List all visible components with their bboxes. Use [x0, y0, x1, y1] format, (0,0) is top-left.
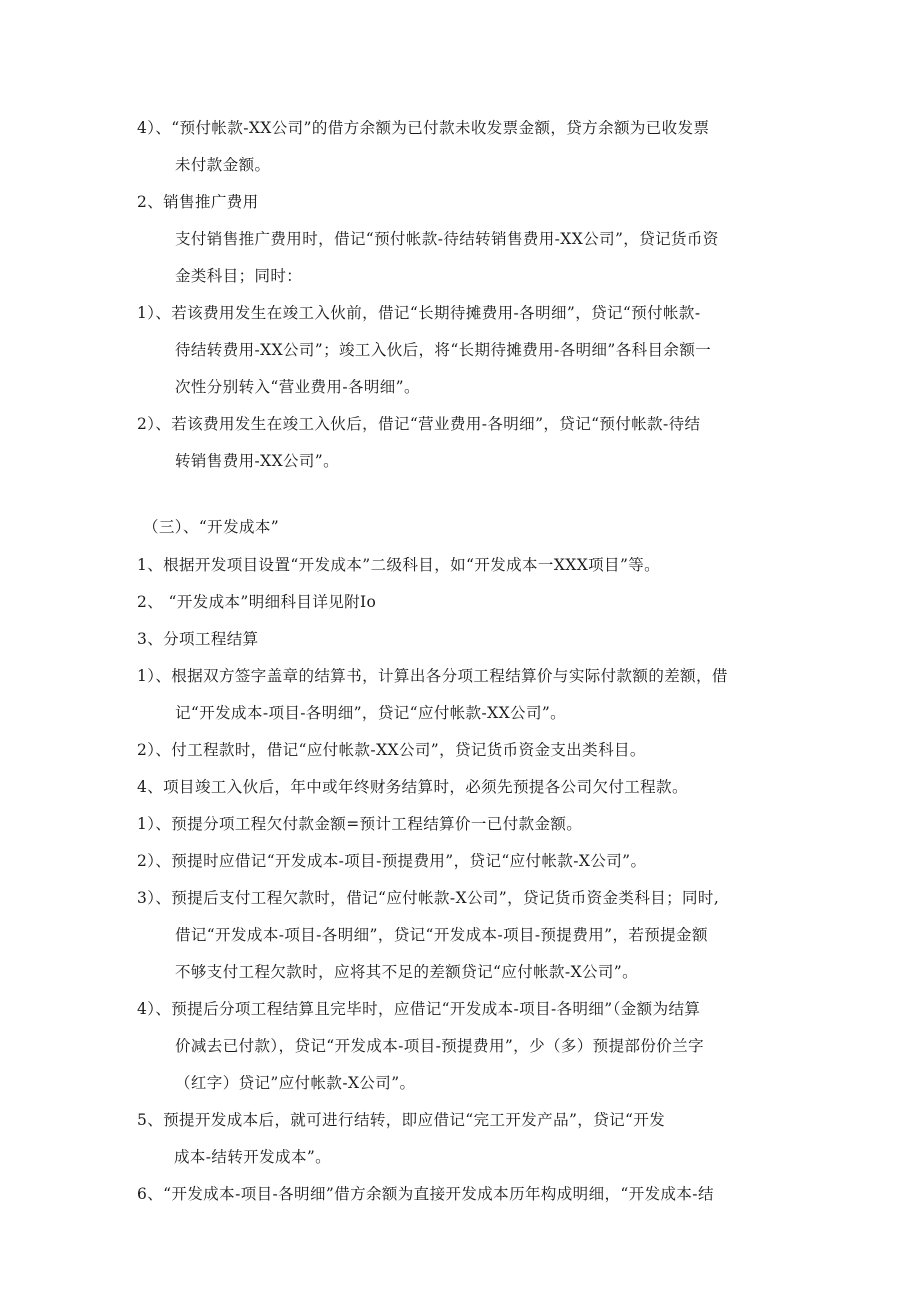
- chapter-heading: （三）、“开发成本”: [143, 518, 280, 536]
- text-line: 记“开发成本-项目-各明细”，贷记“应付帐款-XX公司”。: [175, 704, 567, 722]
- text-line: 借记“开发成本-项目-各明细”，贷记“开发成本-项目-预提费用”，若预提金额: [175, 926, 708, 944]
- text-line: 转销售费用-XX公司”。: [175, 452, 340, 470]
- text-line: 1）、预提分项工程欠付款金额=预计工程结算价一已付款金额。: [137, 815, 583, 833]
- text-line: 4）、“预付帐款-XX公司”的借方余额为已付款未收发票金额，贷方余额为已收发票: [137, 119, 710, 137]
- section-heading: 3、分项工程结算: [137, 630, 259, 648]
- text-line: 6、“开发成本-项目-各明细”借方余额为直接开发成本历年构成明细，“开发成本-结: [137, 1185, 714, 1203]
- text-line: 2）、预提时应借记“开发成本-项目-预提费用”，贷记“应付帐款-X公司”。: [137, 852, 647, 870]
- text-line: 价减去已付款），贷记“开发成本-项目-预提费用”，少（多）预提部份价兰字: [175, 1037, 704, 1055]
- text-line: 次性分别转入“营业费用-各明细”。: [175, 378, 420, 396]
- text-line: 待结转费用-XX公司”；竣工入伙后，将“长期待摊费用-各明细”各科目余额一: [175, 341, 712, 359]
- text-line: 2、 “开发成本”明细科目详见附Io: [137, 593, 377, 611]
- text-line: （红字）贷记”应付帐款-X公司”。: [175, 1074, 416, 1092]
- text-line: 未付款金额。: [175, 156, 271, 174]
- text-line: 1）、若该费用发生在竣工入伙前，借记“长期待摊费用-各明细”，贷记“预付帐款-: [137, 304, 701, 322]
- text-line: 金类科目；同时：: [175, 267, 303, 285]
- text-line: 3）、预提后支付工程欠款时，借记“应付帐款-X公司”，贷记货币资金类科目；同时,: [137, 889, 720, 907]
- text-line: 1、根据开发项目设置“开发成本”二级科目，如“开发成本一XXX项目”等。: [137, 556, 661, 574]
- text-line: 2）、付工程款时，借记“应付帐款-XX公司”，贷记货币资金支出类科目。: [137, 741, 646, 759]
- text-line: 5、预提开发成本后，就可进行结转，即应借记“完工开发产品”，贷记“开发: [137, 1111, 666, 1129]
- text-line: 支付销售推广费用时，借记“预付帐款-待结转销售费用-XX公司”，贷记货币资: [175, 230, 719, 248]
- section-heading: 2、销售推广费用: [137, 193, 259, 211]
- text-line: 4）、预提后分项工程结算且完毕时，应借记“开发成本-项目-各明细”（金额为结算: [137, 1000, 701, 1018]
- text-line: 4、项目竣工入伙后，年中或年终财务结算时，必须先预提各公司欠付工程款。: [137, 778, 688, 796]
- text-line: 1）、根据双方签字盖章的结算书，计算出各分项工程结算价与实际付款额的差额，借: [137, 667, 728, 685]
- text-line: 成本-结转开发成本”。: [174, 1148, 332, 1166]
- text-line: 不够支付工程欠款时，应将其不足的差额贷记“应付帐款-X公司”。: [175, 963, 639, 981]
- text-line: 2）、若该费用发生在竣工入伙后，借记“营业费用-各明细”，贷记“预付帐款-待结: [137, 415, 701, 433]
